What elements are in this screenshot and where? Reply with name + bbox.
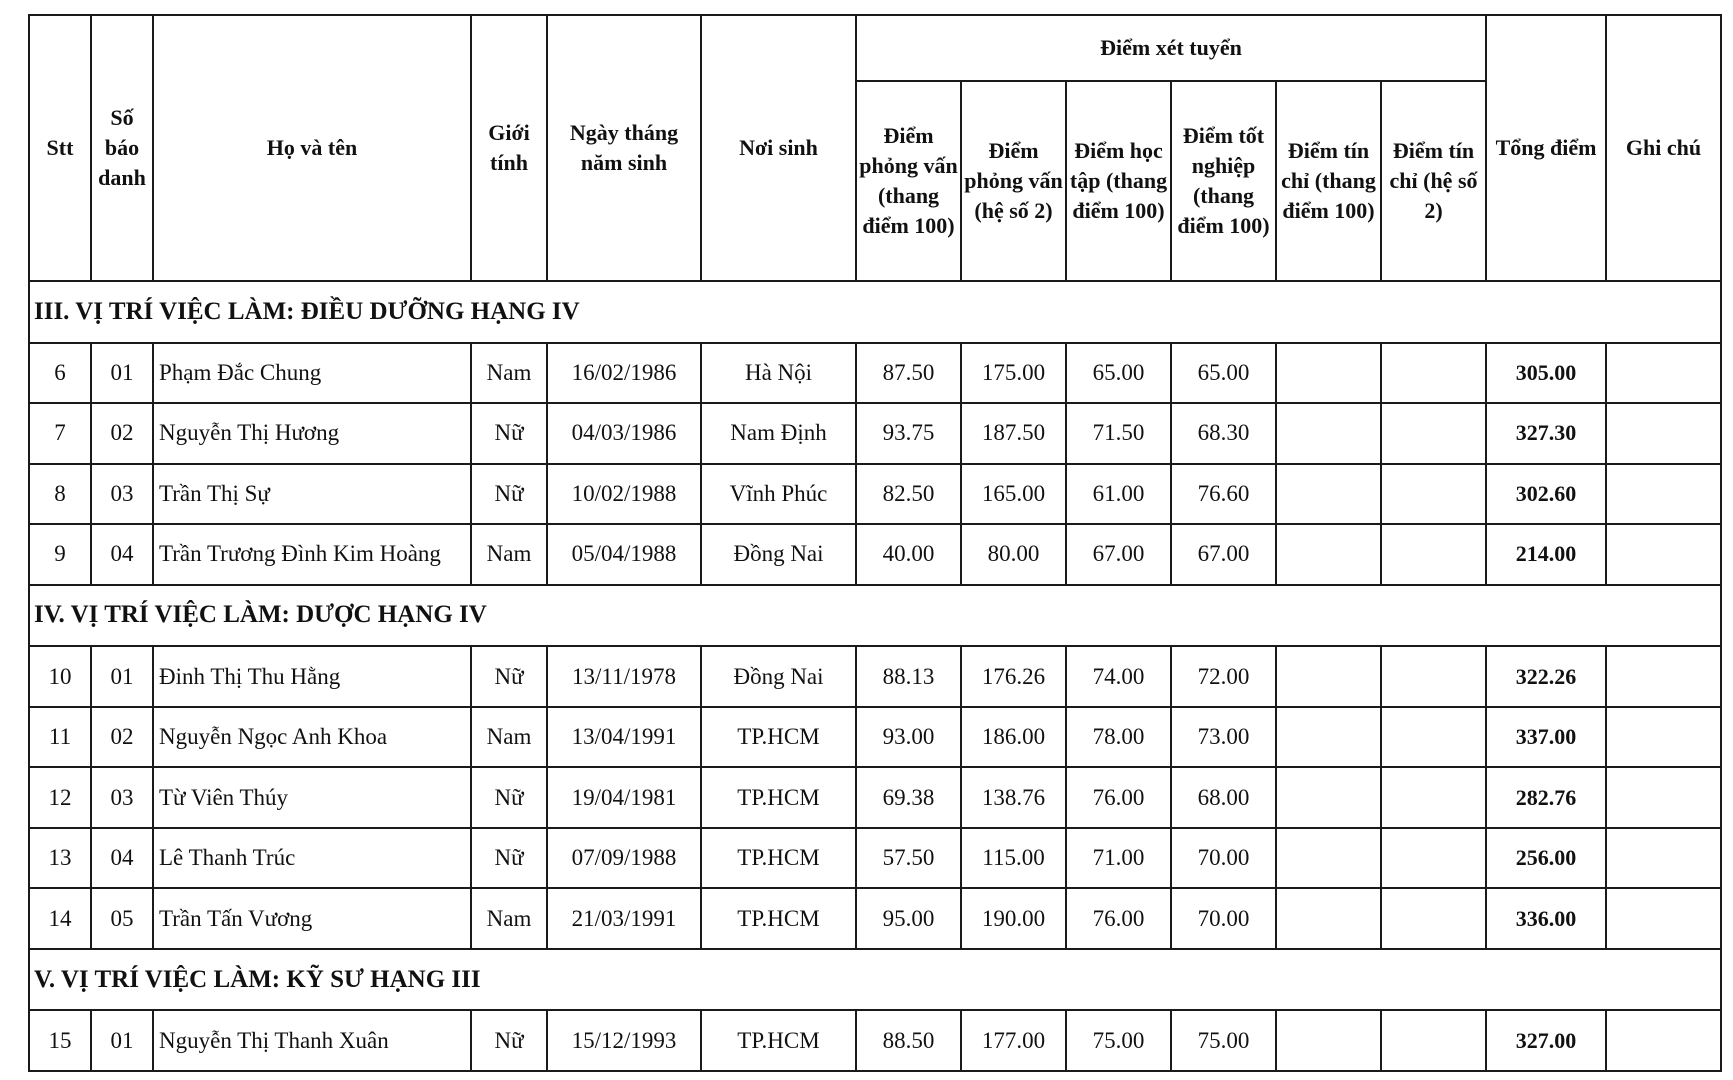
cell-interview-score-coef2: 165.00 [961,464,1066,525]
cell-candidate-number: 03 [91,464,153,525]
cell-interview-score-coef2: 190.00 [961,888,1066,949]
section-header-row [29,281,1721,343]
cell-credit-score-100 [1276,767,1381,828]
cell-credit-score-coef2 [1381,1010,1486,1071]
cell-birthplace: TP.HCM [701,767,856,828]
header-admission-score-group: Điểm xét tuyển [856,15,1486,81]
cell-birthplace: Đồng Nai [701,646,856,707]
cell-stt: 8 [29,464,91,525]
cell-candidate-number: 03 [91,767,153,828]
cell-total-score: 305.00 [1486,343,1606,404]
cell-full-name: Đinh Thị Thu Hằng [153,646,471,707]
table-body [29,281,1721,1071]
cell-interview-score-100: 57.50 [856,828,961,889]
cell-birthplace: Vĩnh Phúc [701,464,856,525]
cell-credit-score-coef2 [1381,888,1486,949]
cell-birthplace: Đồng Nai [701,524,856,585]
cell-note [1606,464,1721,525]
cell-birthplace: TP.HCM [701,707,856,768]
cell-date-of-birth: 21/03/1991 [547,888,701,949]
header-note: Ghi chú [1606,15,1721,281]
cell-date-of-birth: 07/09/1988 [547,828,701,889]
section-title: III. VỊ TRÍ VIỆC LÀM: ĐIỀU DƯỠNG HẠNG IV [29,281,1721,343]
cell-full-name: Trần Tấn Vương [153,888,471,949]
cell-gender: Nữ [471,403,547,464]
cell-full-name: Nguyễn Ngọc Anh Khoa [153,707,471,768]
cell-birthplace: TP.HCM [701,1010,856,1071]
header-graduation-score-100: Điểm tốt nghiệp (thang điểm 100) [1171,81,1276,281]
cell-gender: Nam [471,524,547,585]
header-birthplace: Nơi sinh [701,15,856,281]
cell-credit-score-100 [1276,1010,1381,1071]
cell-total-score: 322.26 [1486,646,1606,707]
cell-full-name: Phạm Đắc Chung [153,343,471,404]
cell-credit-score-coef2 [1381,646,1486,707]
cell-date-of-birth: 16/02/1986 [547,343,701,404]
cell-graduation-score-100: 76.60 [1171,464,1276,525]
cell-note [1606,888,1721,949]
cell-study-score-100: 75.00 [1066,1010,1171,1071]
cell-date-of-birth: 04/03/1986 [547,403,701,464]
cell-date-of-birth: 13/11/1978 [547,646,701,707]
header-total-score: Tổng điểm [1486,15,1606,281]
cell-note [1606,646,1721,707]
cell-study-score-100: 76.00 [1066,888,1171,949]
table-row [29,767,1721,828]
cell-credit-score-coef2 [1381,707,1486,768]
cell-interview-score-coef2: 186.00 [961,707,1066,768]
table-row [29,828,1721,889]
header-credit-score-coef2: Điểm tín chỉ (hệ số 2) [1381,81,1486,281]
section-title: V. VỊ TRÍ VIỆC LÀM: KỸ SƯ HẠNG III [29,949,1721,1011]
cell-birthplace: Hà Nội [701,343,856,404]
cell-date-of-birth: 10/02/1988 [547,464,701,525]
cell-candidate-number: 01 [91,1010,153,1071]
section-header-row [29,585,1721,647]
cell-date-of-birth: 15/12/1993 [547,1010,701,1071]
cell-credit-score-100 [1276,888,1381,949]
cell-total-score: 327.30 [1486,403,1606,464]
cell-note [1606,1010,1721,1071]
table-row [29,707,1721,768]
cell-total-score: 327.00 [1486,1010,1606,1071]
cell-interview-score-100: 93.75 [856,403,961,464]
cell-interview-score-coef2: 138.76 [961,767,1066,828]
cell-gender: Nữ [471,767,547,828]
cell-full-name: Lê Thanh Trúc [153,828,471,889]
cell-credit-score-coef2 [1381,767,1486,828]
cell-credit-score-coef2 [1381,464,1486,525]
cell-study-score-100: 65.00 [1066,343,1171,404]
cell-birthplace: Nam Định [701,403,856,464]
cell-stt: 11 [29,707,91,768]
cell-credit-score-100 [1276,343,1381,404]
cell-study-score-100: 76.00 [1066,767,1171,828]
cell-graduation-score-100: 75.00 [1171,1010,1276,1071]
cell-graduation-score-100: 72.00 [1171,646,1276,707]
cell-total-score: 214.00 [1486,524,1606,585]
cell-interview-score-100: 82.50 [856,464,961,525]
cell-interview-score-100: 87.50 [856,343,961,404]
header-study-score-100: Điểm học tập (thang điểm 100) [1066,81,1171,281]
cell-interview-score-coef2: 175.00 [961,343,1066,404]
cell-credit-score-coef2 [1381,828,1486,889]
cell-date-of-birth: 13/04/1991 [547,707,701,768]
header-candidate-number: Số báo danh [91,15,153,281]
header-interview-score-100: Điểm phỏng vấn (thang điểm 100) [856,81,961,281]
header-interview-score-coef2: Điểm phỏng vấn (hệ số 2) [961,81,1066,281]
cell-interview-score-coef2: 80.00 [961,524,1066,585]
cell-full-name: Nguyễn Thị Hương [153,403,471,464]
table-row [29,888,1721,949]
table-row [29,646,1721,707]
cell-candidate-number: 05 [91,888,153,949]
cell-interview-score-100: 88.50 [856,1010,961,1071]
cell-note [1606,343,1721,404]
cell-graduation-score-100: 68.00 [1171,767,1276,828]
cell-note [1606,707,1721,768]
cell-total-score: 337.00 [1486,707,1606,768]
cell-total-score: 336.00 [1486,888,1606,949]
cell-interview-score-coef2: 176.26 [961,646,1066,707]
cell-stt: 9 [29,524,91,585]
cell-stt: 6 [29,343,91,404]
cell-candidate-number: 04 [91,828,153,889]
cell-candidate-number: 04 [91,524,153,585]
cell-stt: 10 [29,646,91,707]
cell-note [1606,403,1721,464]
cell-credit-score-100 [1276,646,1381,707]
cell-interview-score-coef2: 177.00 [961,1010,1066,1071]
cell-interview-score-100: 88.13 [856,646,961,707]
cell-interview-score-100: 95.00 [856,888,961,949]
cell-full-name: Nguyễn Thị Thanh Xuân [153,1010,471,1071]
cell-note [1606,828,1721,889]
cell-credit-score-100 [1276,828,1381,889]
cell-gender: Nữ [471,828,547,889]
cell-graduation-score-100: 73.00 [1171,707,1276,768]
cell-note [1606,524,1721,585]
cell-study-score-100: 78.00 [1066,707,1171,768]
cell-credit-score-coef2 [1381,524,1486,585]
table-row [29,403,1721,464]
cell-credit-score-100 [1276,524,1381,585]
cell-full-name: Trần Trương Đình Kim Hoàng [153,524,471,585]
cell-date-of-birth: 19/04/1981 [547,767,701,828]
cell-interview-score-coef2: 115.00 [961,828,1066,889]
cell-full-name: Trần Thị Sự [153,464,471,525]
cell-interview-score-coef2: 187.50 [961,403,1066,464]
cell-graduation-score-100: 65.00 [1171,343,1276,404]
cell-total-score: 282.76 [1486,767,1606,828]
cell-gender: Nam [471,343,547,404]
cell-candidate-number: 01 [91,646,153,707]
table-row [29,524,1721,585]
cell-gender: Nam [471,707,547,768]
cell-candidate-number: 02 [91,403,153,464]
table-row [29,343,1721,404]
cell-stt: 12 [29,767,91,828]
header-credit-score-100: Điểm tín chỉ (thang điểm 100) [1276,81,1381,281]
section-header-row [29,949,1721,1011]
table-row [29,464,1721,525]
cell-full-name: Từ Viên Thúy [153,767,471,828]
cell-stt: 13 [29,828,91,889]
cell-total-score: 256.00 [1486,828,1606,889]
cell-birthplace: TP.HCM [701,888,856,949]
table-row [29,1010,1721,1071]
cell-graduation-score-100: 67.00 [1171,524,1276,585]
cell-study-score-100: 61.00 [1066,464,1171,525]
cell-graduation-score-100: 70.00 [1171,888,1276,949]
header-stt: Stt [29,15,91,281]
cell-credit-score-100 [1276,403,1381,464]
header-date-of-birth: Ngày tháng năm sinh [547,15,701,281]
cell-credit-score-coef2 [1381,403,1486,464]
cell-gender: Nam [471,888,547,949]
cell-credit-score-coef2 [1381,343,1486,404]
cell-graduation-score-100: 70.00 [1171,828,1276,889]
cell-study-score-100: 71.50 [1066,403,1171,464]
cell-interview-score-100: 40.00 [856,524,961,585]
cell-gender: Nữ [471,464,547,525]
cell-study-score-100: 71.00 [1066,828,1171,889]
cell-stt: 15 [29,1010,91,1071]
cell-interview-score-100: 93.00 [856,707,961,768]
cell-stt: 14 [29,888,91,949]
cell-candidate-number: 01 [91,343,153,404]
cell-candidate-number: 02 [91,707,153,768]
header-full-name: Họ và tên [153,15,471,281]
cell-graduation-score-100: 68.30 [1171,403,1276,464]
cell-date-of-birth: 05/04/1988 [547,524,701,585]
cell-credit-score-100 [1276,707,1381,768]
cell-gender: Nữ [471,1010,547,1071]
cell-stt: 7 [29,403,91,464]
section-title: IV. VỊ TRÍ VIỆC LÀM: DƯỢC HẠNG IV [29,585,1721,647]
cell-study-score-100: 74.00 [1066,646,1171,707]
cell-interview-score-100: 69.38 [856,767,961,828]
cell-birthplace: TP.HCM [701,828,856,889]
cell-total-score: 302.60 [1486,464,1606,525]
cell-study-score-100: 67.00 [1066,524,1171,585]
cell-credit-score-100 [1276,464,1381,525]
cell-gender: Nữ [471,646,547,707]
score-table [28,14,1722,1072]
cell-note [1606,767,1721,828]
header-gender: Giới tính [471,15,547,281]
